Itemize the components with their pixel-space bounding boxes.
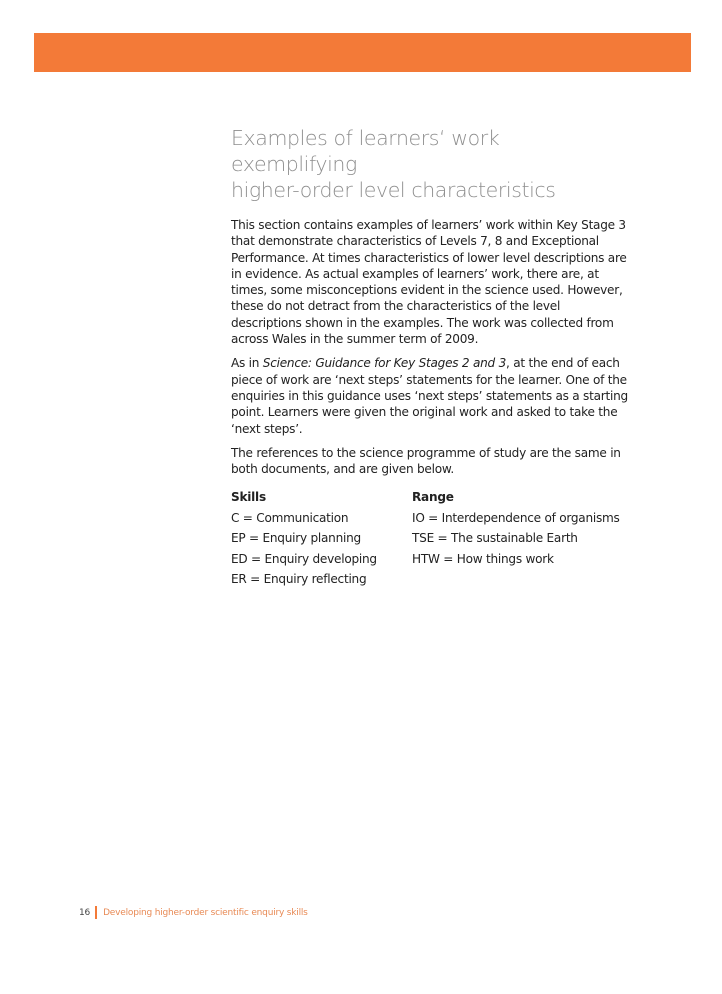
skills-heading: Skills bbox=[231, 490, 266, 505]
range-item: TSE = The sustainable Earth bbox=[412, 531, 578, 546]
header-color-band bbox=[34, 33, 691, 72]
footer-document-title: Developing higher-order scientific enquiry skills bbox=[103, 907, 308, 918]
range-heading: Range bbox=[412, 490, 454, 505]
range-item: HTW = How things work bbox=[412, 551, 554, 566]
page-number: 16 bbox=[79, 907, 91, 918]
guidance-document-title: Science: Guidance for Key Stages 2 and 3 bbox=[262, 356, 507, 371]
skills-column bbox=[231, 487, 412, 590]
page-title-line-1: Examples of learners‘ work exemplifying bbox=[231, 126, 500, 176]
skills-item: C = Communication bbox=[231, 510, 349, 525]
range-column bbox=[412, 487, 620, 590]
main-content bbox=[231, 125, 631, 590]
range-item: IO = Interdependence of organisms bbox=[412, 510, 620, 525]
intro-paragraph: This section contains examples of learners’ work within Key Stage 3 that demonstrate characteristics of Levels 7, 8 and Exceptional Performance. At times characteristics of lower level descriptions are in evidence. As actual examples of learners’ work, there are, at times, some misconceptions evident in the science used. However, these do not detract from the characteristics of the level descriptions shown in the examples. The work was collected from across Wales in the summer term of 2009. bbox=[231, 218, 627, 347]
page-title bbox=[231, 125, 631, 203]
references-paragraph: The references to the science programme of study are the same in both documents, and are given below. bbox=[231, 445, 621, 477]
programme-references bbox=[231, 487, 631, 590]
next-steps-paragraph bbox=[231, 355, 631, 436]
skills-item: EP = Enquiry planning bbox=[231, 531, 361, 546]
footer-divider bbox=[95, 906, 97, 919]
page-footer bbox=[79, 906, 308, 919]
next-steps-prefix: As in bbox=[231, 356, 263, 371]
skills-item: ER = Enquiry reflecting bbox=[231, 572, 367, 587]
page-title-line-2: higher-order level characteristics bbox=[231, 178, 556, 202]
next-steps-text: , at the end of each piece of work are ‘next steps’ statements for the learner. One of the enquiries in this guidance uses ‘next steps’ statements as a starting point. Learners were given the original work and asked to take the ‘next steps’. bbox=[231, 356, 628, 436]
skills-item: ED = Enquiry developing bbox=[231, 551, 377, 566]
